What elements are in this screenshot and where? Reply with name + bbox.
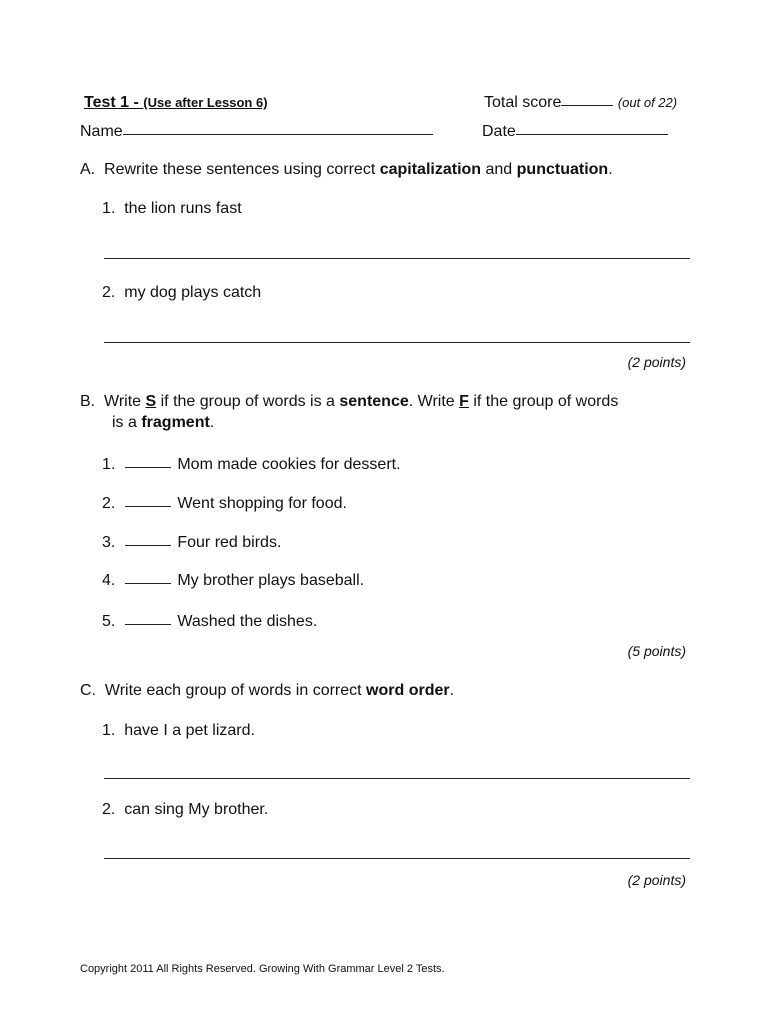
section-b-item-1: [102, 456, 401, 474]
item-text: My brother plays baseball.: [177, 572, 365, 589]
section-b-bold-s: S: [145, 393, 157, 410]
section-c-item-2: [102, 801, 268, 819]
item-number: 2.: [102, 284, 116, 301]
test-label: Test 1 -: [84, 94, 144, 111]
item-number: 1.: [102, 200, 116, 217]
answer-blank[interactable]: [125, 466, 171, 468]
section-a-bold-punctuation: punctuation: [516, 161, 609, 178]
section-b-text-mid3: if the group of words: [468, 393, 619, 410]
section-a-item-1: [102, 200, 242, 218]
section-c-item-1: [102, 722, 255, 740]
item-number: 2.: [102, 801, 116, 818]
total-score: [484, 94, 677, 112]
test-title: [84, 94, 268, 112]
section-a-item-2: [102, 284, 261, 302]
section-b-bold-sentence: sentence: [339, 393, 409, 410]
section-b-item-4: [102, 572, 364, 590]
section-b-instruction-line2: [112, 414, 214, 432]
date-field: [482, 123, 668, 141]
copyright-notice: Copyright 2011 All Rights Reserved. Growing With Grammar Level 2 Tests.: [80, 963, 445, 975]
section-b-bold-f: F: [459, 393, 469, 410]
answer-blank[interactable]: [125, 544, 171, 546]
section-a-points: (2 points): [627, 354, 686, 370]
total-score-blank[interactable]: [561, 104, 613, 106]
date-blank[interactable]: [516, 133, 668, 135]
section-c-instruction: [80, 682, 454, 700]
section-b-text-line2-end: .: [209, 414, 215, 431]
answer-blank[interactable]: [125, 582, 171, 584]
item-number: 5.: [102, 613, 116, 630]
item-text: Four red birds.: [177, 534, 282, 551]
total-score-label: Total score: [484, 94, 562, 111]
date-label: Date: [482, 123, 516, 140]
section-c-points: (2 points): [627, 872, 686, 888]
section-b-item-3: [102, 534, 281, 552]
answer-blank[interactable]: [125, 623, 171, 625]
section-c-text-end: .: [449, 682, 455, 699]
name-label: Name: [80, 123, 123, 140]
answer-line-c2[interactable]: [104, 858, 690, 859]
section-b-points: (5 points): [627, 643, 686, 659]
item-text: can sing My brother.: [124, 801, 269, 818]
section-a-text: Rewrite these sentences using correct: [104, 161, 380, 178]
item-text: the lion runs fast: [124, 200, 242, 217]
section-a-letter: A.: [80, 161, 96, 178]
section-b-instruction: [80, 393, 618, 411]
out-of-note: (out of 22): [617, 95, 678, 110]
answer-line-a2[interactable]: [104, 342, 690, 343]
section-b-item-5: [102, 613, 317, 631]
item-number: 4.: [102, 572, 116, 589]
section-b-text-mid2: . Write: [408, 393, 460, 410]
name-field: [80, 123, 433, 141]
answer-line-a1[interactable]: [104, 258, 690, 259]
item-text: have I a pet lizard.: [124, 722, 255, 739]
item-number: 2.: [102, 495, 116, 512]
section-a-text-mid: and: [481, 161, 517, 178]
answer-blank[interactable]: [125, 505, 171, 507]
section-a-bold-capitalization: capitalization: [379, 161, 482, 178]
section-c-text: Write each group of words in correct: [104, 682, 367, 699]
item-number: 3.: [102, 534, 116, 551]
section-b-text: Write: [104, 393, 146, 410]
item-number: 1.: [102, 456, 116, 473]
section-a-instruction: [80, 161, 613, 179]
section-b-text-mid1: if the group of words is a: [156, 393, 340, 410]
section-b-item-2: [102, 495, 347, 513]
section-c-bold-word-order: word order: [366, 682, 450, 699]
item-text: Went shopping for food.: [177, 495, 347, 512]
item-number: 1.: [102, 722, 116, 739]
section-c-letter: C.: [80, 682, 96, 699]
section-b-text-line2: is a: [112, 414, 142, 431]
answer-line-c1[interactable]: [104, 778, 690, 779]
section-b-bold-fragment: fragment: [141, 414, 210, 431]
item-text: my dog plays catch: [124, 284, 262, 301]
item-text: Washed the dishes.: [177, 613, 318, 630]
name-blank[interactable]: [123, 133, 433, 135]
section-a-text-end: .: [608, 161, 613, 178]
section-b-letter: B.: [80, 393, 96, 410]
use-after-note: (Use after Lesson 6): [143, 95, 268, 110]
item-text: Mom made cookies for dessert.: [177, 456, 401, 473]
